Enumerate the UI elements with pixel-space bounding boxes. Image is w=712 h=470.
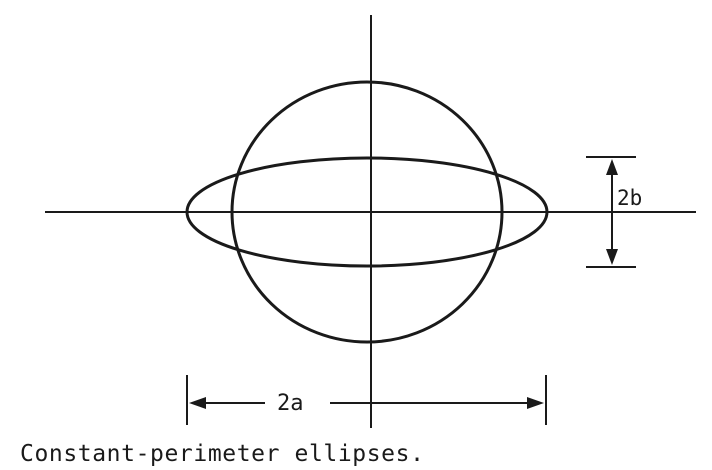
dimension-2b-arrow-up	[606, 159, 618, 175]
label-2b: 2b	[617, 186, 643, 210]
dimension-2a-arrow-right	[527, 397, 544, 409]
figure-caption: Constant-perimeter ellipses.	[20, 441, 425, 467]
label-2a: 2a	[273, 393, 308, 415]
dimension-2a-arrow-left	[189, 397, 206, 409]
dimension-2b-arrow-down	[606, 249, 618, 265]
